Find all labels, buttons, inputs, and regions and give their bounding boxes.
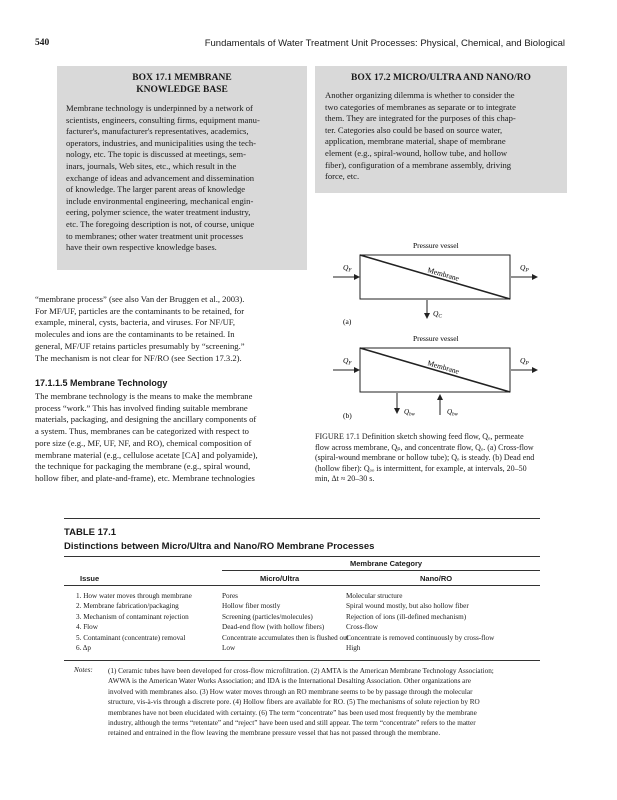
text-line: materials, packaging, and designing the ancillary components of [35,414,257,425]
cell-issue: 1. How water moves through membrane [76,592,192,600]
figure-17-1 [315,238,575,428]
membrane-label-b: Membrane [426,358,461,376]
cell-issue: 5. Contaminant (concentrate) removal [76,633,186,642]
table-row [64,601,540,611]
box-17-1 [57,66,307,270]
text-line: “membrane process” (see also Van der Bruggen et al., 2003). [35,294,245,304]
table-row [64,643,540,653]
table-header-rule [64,556,540,557]
table-body [64,591,540,653]
box-line: application, membrane material, shape of membrane [325,136,506,147]
box-line: operators, industries, and municipalities using the tech- [66,137,256,148]
box-line: include environmental engineering, mechanical engin- [66,195,254,206]
cell-issue: 2. Membrane fabrication/packaging [76,602,179,611]
text-line: pore size (e.g., MF, UF, NF, and RO), chemical composition of [35,437,252,448]
text-line: For MF/UF, particles are the contaminants to be retained, for [35,305,245,316]
cell-micro: Concentrate accumulates then is flushed out [222,633,349,642]
text-line: the technique for packaging the membrane (e.g., spiral wound, [35,461,251,472]
qf-label-b: $Q_F$ [343,356,352,367]
cell-nano: Concentrate is removed continuously by cross-flow [346,633,495,642]
table-bottom-rule [64,660,540,661]
caption-line: (spiral-wound membrane or hollow tube); Qₒ is steady. (b) Dead end [315,453,535,463]
box-17-2 [315,66,567,193]
table-top-rule [64,518,540,519]
cell-nano: Molecular structure [346,592,403,600]
pressure-vessel-label-b: Pressure vessel [413,334,459,343]
caption-line: FIGURE 17.1 Definition sketch showing feed flow, Qₒ, permeate [315,432,524,441]
qp-label-b: $Q_P$ [520,356,529,367]
note-line: involved with membranes also. (3) How water moves through an RO membrane seems to be by passage through the molecular [108,687,473,696]
cell-micro: Dead-end flow (with hollow fibers) [222,623,325,632]
box-17-1-title [57,72,307,96]
box-17-1-body [66,103,298,254]
box-line: have their own respective knowledge bases. [66,242,217,253]
cell-nano: High [346,643,361,652]
table-row [64,622,540,632]
box-line: force, etc. [325,171,360,182]
table-row [64,612,540,622]
table-row [64,591,540,601]
note-line: structure, vis-à-vis through a discrete pore. (4) Hollow fibers are available for RO. (5) The mechanisms of solute rejection by RO [108,698,480,707]
text-line: membrane material (e.g., cellulose acetate [CA] and polyamide), [35,449,258,460]
text-line: process “work.” This has involved finding suitable membrane [35,402,248,413]
box-line: of knowledge. The larger parent areas of knowledge [66,184,246,195]
text-line: general, MF/UF retains particles presumably by “screening.” [35,340,245,351]
cell-issue: 6. Δp [76,643,92,652]
panel-b-label: (b) [343,411,352,420]
table-label: TABLE 17.1 [64,527,117,538]
cell-micro: Low [222,643,236,652]
qbw-label-in: $Q_{bw}$ [447,408,458,418]
box-17-2-title: BOX 17.2 MICRO/ULTRA AND NANO/RO [351,73,531,83]
box-line: to membranes; other water treatment unit processes [66,230,244,241]
box-line: etc. The foregoing description is not, of course, unique [66,218,255,229]
cell-issue: 4. Flow [76,623,98,632]
note-line: membranes have not been elucidated with certainty. (6) The term “concentrate” has been used most frequently by the membrane [108,708,477,717]
qp-label-a: $Q_P$ [520,263,529,274]
qc-label-a: $Q_C$ [433,309,443,320]
notes-label: Notes: [74,666,93,674]
caption-line: flow across membrane, Qₚ, and concentrate flow, Qₒ. (a) Cross-flow [315,442,534,452]
membrane-a [360,255,510,299]
cell-micro: Pores [222,592,238,600]
body-paragraph [35,294,305,364]
box-17-2-body [325,90,558,183]
membrane-category-header: Membrane Category [350,559,423,568]
page-number: 540 [35,38,50,48]
text-line: The mechanism is not clear for NF/RO (see Section 17.3.2). [35,352,242,363]
text-line: molecules and ions are the contaminants to be retained. In [35,329,235,340]
box-line: ter. Categories also could be based on source water, [325,124,503,135]
table-row [64,633,540,643]
box-line: exchange of ideas and advancement and dissemination [66,172,255,183]
panel-a-label: (a) [343,317,352,326]
cell-issue: 3. Mechanism of contaminant rejection [76,612,189,621]
membrane-label-a: Membrane [426,265,461,283]
box-line: scientists, engineers, consulting firms, equipment manu- [66,114,260,125]
note-line: (1) Ceramic tubes have been developed for cross-flow microfiltration. (2) AMTA is the American Membrane Technology Association; [108,667,494,675]
box-line: them. They are integrated for the purposes of this chap- [325,113,516,124]
cell-micro: Hollow fiber mostly [222,602,281,611]
box-line: fiber), configuration of a membrane assembly, driving [325,159,512,170]
cell-nano: Spiral wound mostly, but also hollow fiber [346,602,469,611]
column-header-nano-ro: Nano/RO [420,574,453,583]
text-line: example, mineral, cysts, bacteria, and viruses. For NF/UF, [35,317,236,328]
box-line: Membrane technology is underpinned by a network of [66,103,253,113]
note-line: industry, although the terms “retentate” and “reject” have been used and still appear. The term “concentrate” refers to the matter [108,719,476,728]
note-line: AWWA is the American Water Works Association; and IDA is the International Desalting Association. Other organizations are [108,677,471,686]
pressure-vessel-label-a: Pressure vessel [413,241,459,250]
caption-line: min, Δt ≈ 20–30 s. [315,474,375,484]
figure-caption [315,432,567,485]
table-title: Distinctions between Micro/Ultra and Nano/RO Membrane Processes [64,541,375,552]
box-line: eering, polymer science, the water treatment industry, [66,207,251,218]
section-heading: 17.1.1.5 Membrane Technology [35,378,168,388]
text-line: hollow fiber, and plate-and-frame), etc. Membrane technologies [35,472,255,483]
column-header-issue: Issue [80,574,100,583]
box-line: inars, journals, Web sites, etc., which result in the [66,160,237,171]
category-rule [222,570,540,571]
running-head: Fundamentals of Water Treatment Unit Processes: Physical, Chemical, and Biological [204,38,565,49]
caption-line: (hollow fiber): Qₒₒ is intermittent, for example, at intervals, 20–50 [315,463,527,473]
membrane-b [360,348,510,392]
text-line: a system. Thus, membranes can be categorized with respect to [35,426,249,437]
box-line: nology, etc. The topic is discussed at meetings, sem- [66,149,246,160]
table-notes [108,666,540,739]
section-paragraph [35,391,305,485]
box-line: element (e.g., spiral-wound, hollow tube, and hollow [325,147,508,158]
note-line: retained and entrained in the flow leaving the membrane pressure vessel that has not passed through the membrane. [108,729,441,738]
qbw-label-out: $Q_{bw}$ [404,408,415,418]
cell-micro: Screening (particles/molecules) [222,612,313,621]
box-line: facturer's, manufacturer's representatives, academics, [66,126,249,137]
cell-nano: Rejection of ions (ill-defined mechanism) [346,612,467,621]
qf-label-a: $Q_F$ [343,263,352,274]
box-17-1-title-line1: BOX 17.1 MEMBRANE [132,73,232,83]
column-header-rule [64,585,540,586]
text-line: The membrane technology is the means to make the membrane [35,391,253,401]
box-line: two categories of membranes as separate or to integrate [325,101,516,112]
cell-nano: Cross-flow [346,623,378,632]
column-header-micro-ultra: Micro/Ultra [260,574,300,583]
box-line: Another organizing dilemma is whether to consider the [325,90,515,100]
box-17-1-title-line2: KNOWLEDGE BASE [136,85,228,95]
